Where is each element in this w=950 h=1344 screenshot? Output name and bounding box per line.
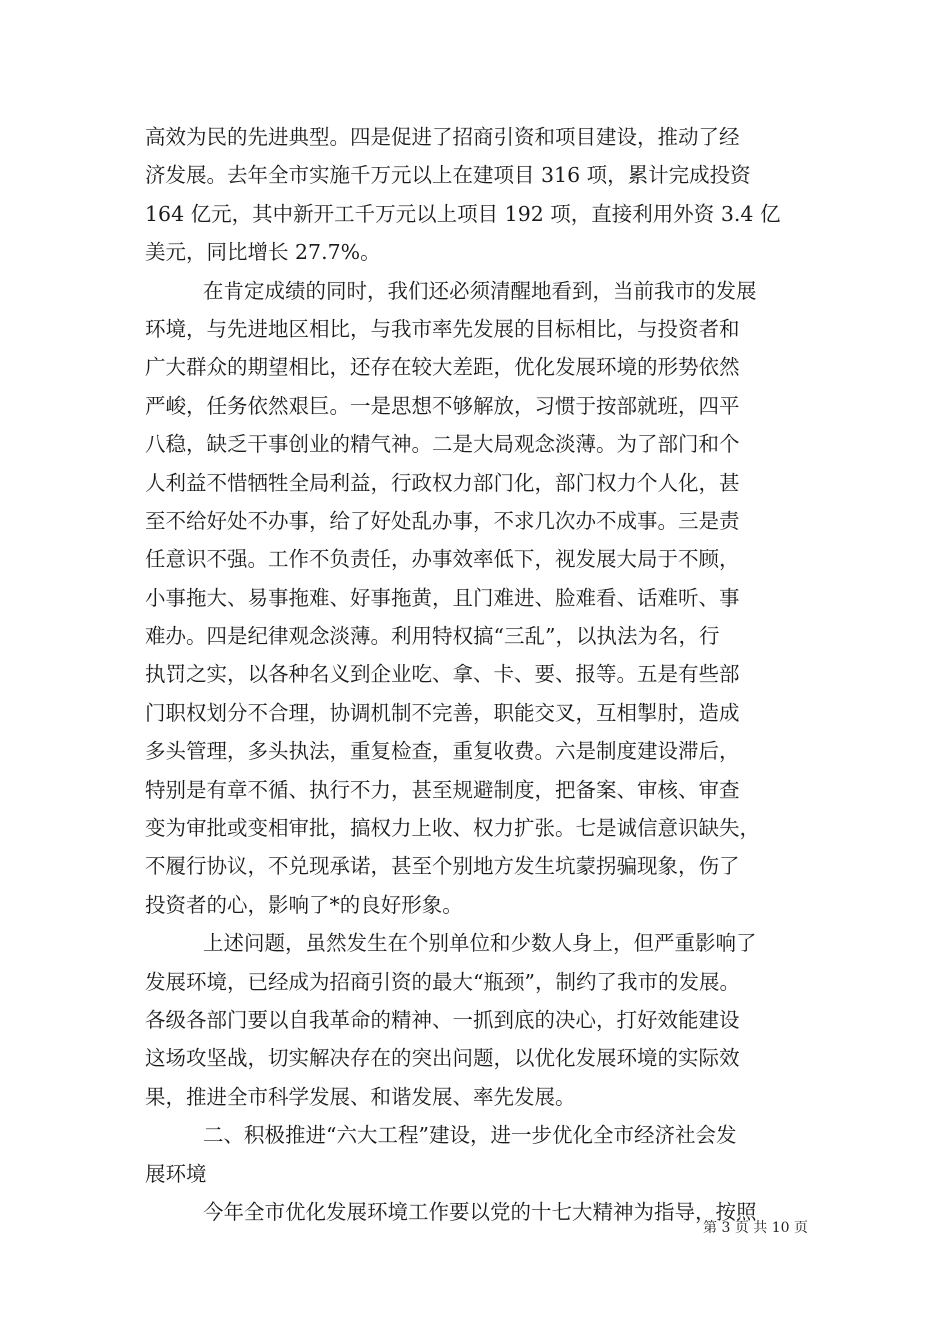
text-line: 执罚之实，以各种名义到企业吃、拿、卡、要、报等。五是有些部: [145, 662, 740, 687]
page-number-footer: 第 3 页 共 10 页: [703, 1220, 808, 1236]
text-line: 八稳，缺乏干事创业的精气神。二是大局观念淡薄。为了部门和个: [145, 432, 740, 457]
paragraph-start-line: 今年全市优化发展环境工作要以党的十七大精神为指导，按照: [203, 1199, 757, 1224]
paragraph-start-line: 在肯定成绩的同时，我们还必须清醒地看到，当前我市的发展: [203, 278, 757, 303]
text-line: 严峻，任务依然艰巨。一是思想不够解放，习惯于按部就班，四平: [145, 393, 740, 418]
text-line: 济发展。去年全市实施千万元以上在建项目 316 项，累计完成投资: [145, 163, 751, 188]
body-text: [145, 118, 810, 1231]
text-line: 多头管理，多头执法，重复检查，重复收费。六是制度建设滞后，: [145, 739, 740, 764]
text-line: 高效为民的先进典型。四是促进了招商引资和项目建设，推动了经: [145, 125, 740, 149]
text-line: 发展环境，已经成为招商引资的最大“瓶颈”，制约了我市的发展。: [145, 969, 740, 994]
text-line: 特别是有章不循、执行不力，甚至规避制度，把备案、审核、审查: [145, 777, 740, 802]
section-heading-line: 展环境: [145, 1161, 207, 1186]
text-line: 这场攻坚战，切实解决存在的突出问题，以优化发展环境的实际效: [145, 1046, 740, 1071]
text-line: 投资者的心，影响了*的良好形象。: [145, 892, 463, 917]
text-line: 人利益不惜牺牲全局利益，行政权力部门化，部门权力个人化，甚: [145, 470, 740, 495]
paragraph-start-line: 上述问题，虽然发生在个别单位和少数人身上，但严重影响了: [203, 931, 757, 956]
text-line: 果，推进全市科学发展、和谐发展、率先发展。: [145, 1084, 576, 1109]
text-line: 小事拖大、易事拖难、好事拖黄，且门难进、脸难看、话难听、事: [145, 585, 740, 610]
text-line: 164 亿元，其中新开工千万元以上项目 192 项，直接利用外资 3.4 亿: [145, 201, 781, 226]
text-line: 门职权划分不合理，协调机制不完善，职能交叉，互相掣肘，造成: [145, 700, 740, 725]
text-line: 不履行协议，不兑现承诺，甚至个别地方发生坑蒙拐骗现象，伤了: [145, 854, 740, 879]
text-line: 变为审批或变相审批，搞权力上收、权力扩张。七是诚信意识缺失，: [145, 816, 760, 841]
text-line: 各级各部门要以自我革命的精神、一抓到底的决心，打好效能建设: [145, 1007, 740, 1032]
text-line: 美元，同比增长 27.7%。: [145, 240, 381, 265]
section-heading-line: 二、积极推进“六大工程”建设，进一步优化全市经济社会发: [203, 1123, 737, 1148]
text-line: 环境，与先进地区相比，与我市率先发展的目标相比，与投资者和: [145, 316, 740, 341]
text-line: 至不给好处不办事，给了好处乱办事，不求几次办不成事。三是责: [145, 508, 740, 533]
text-line: 广大群众的期望相比，还存在较大差距，优化发展环境的形势依然: [145, 355, 740, 380]
text-line: 难办。四是纪律观念淡薄。利用特权搞“三乱”，以执法为名，行: [145, 624, 720, 649]
text-line: 任意识不强。工作不负责任，办事效率低下，视发展大局于不顾，: [145, 547, 740, 572]
